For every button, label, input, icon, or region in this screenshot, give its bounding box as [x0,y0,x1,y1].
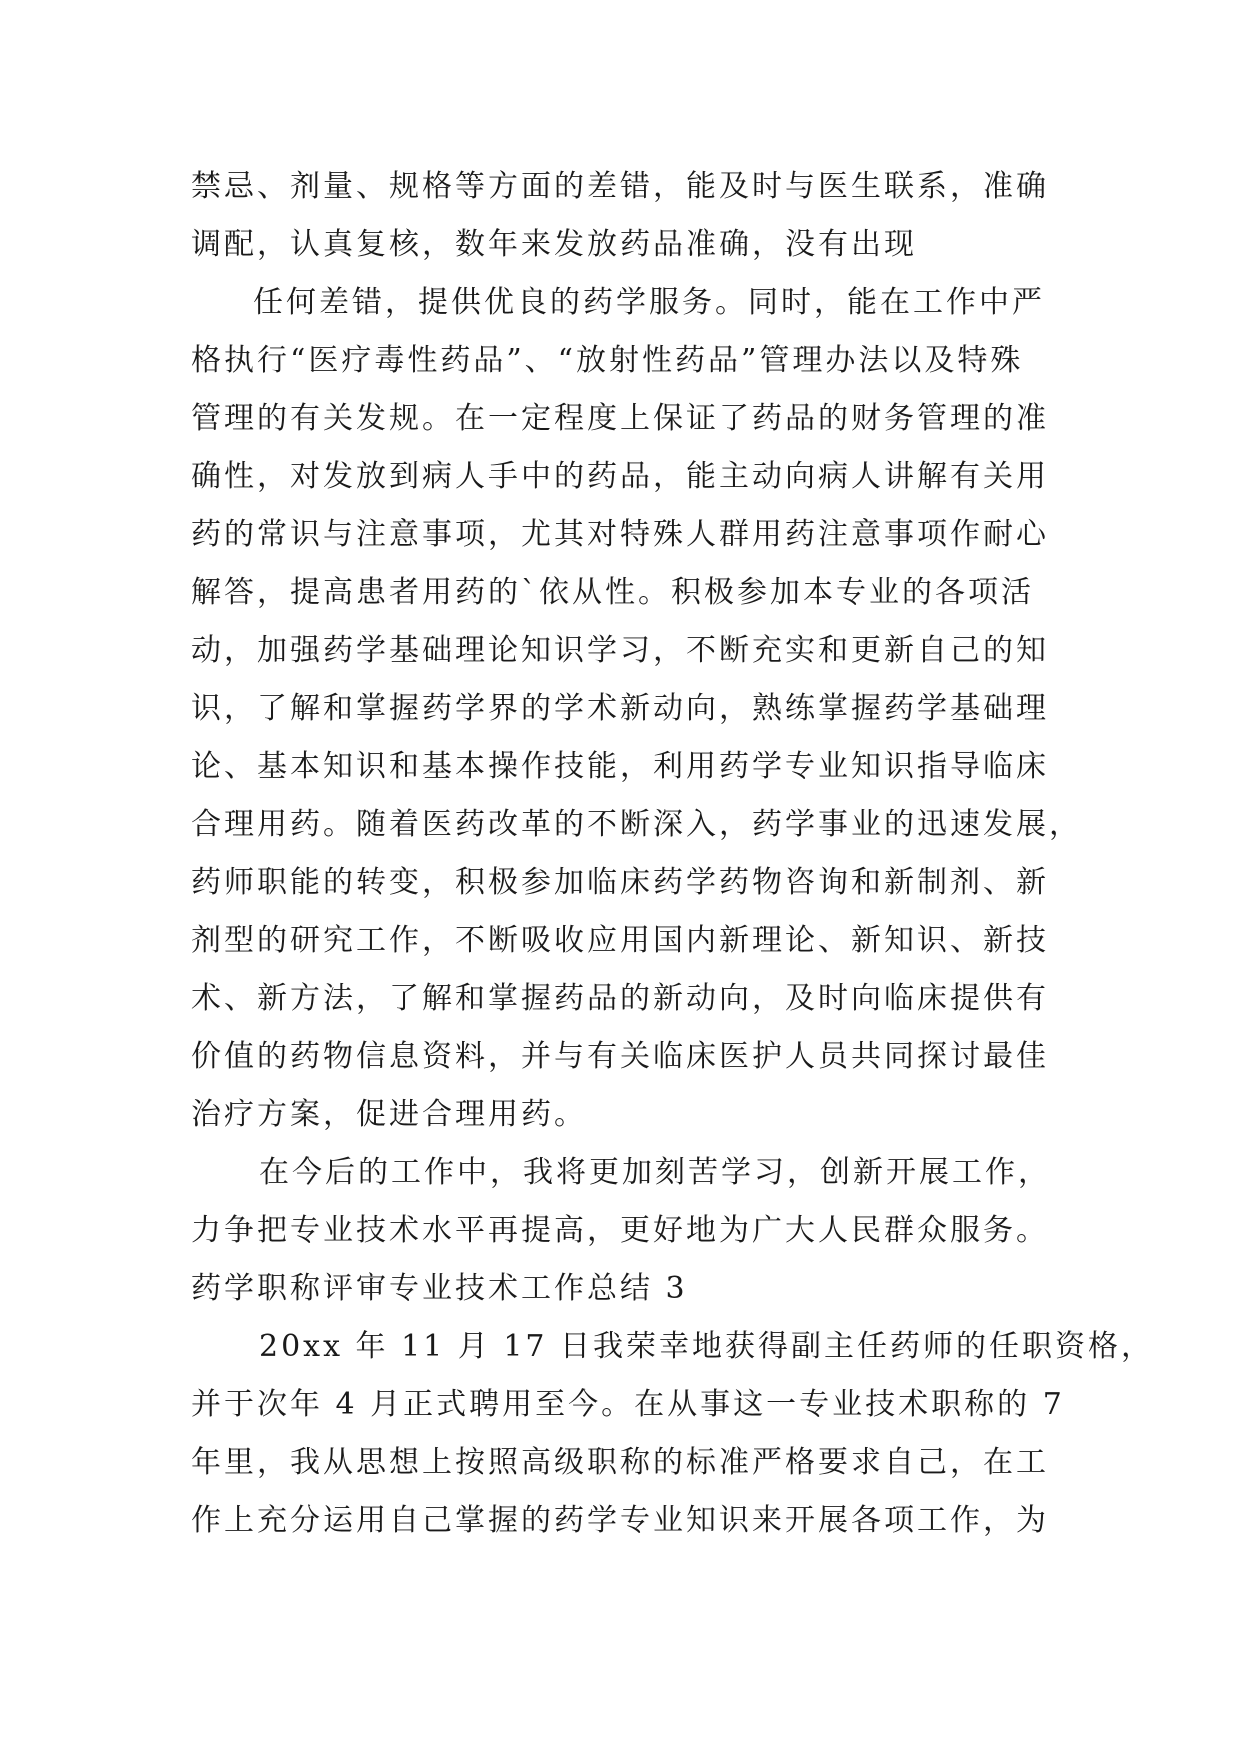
text-line: 在今后的工作中，我将更加刻苦学习，创新开展工作， [259,1155,1051,1190]
text-line: 动，加强药学基础理论知识学习，不断充实和更新自己的知 [191,633,1049,668]
text-line: 合理用药。随着医药改革的不断深入，药学事业的迅速发展， [191,807,1082,842]
text-line: 药师职能的转变，积极参加临床药学药物咨询和新制剂、新 [191,865,1049,900]
text-line: 禁忌、剂量、规格等方面的差错，能及时与医生联系，准确 [191,169,1049,204]
text-line: 格执行“医疗毒性药品”、“放射性药品”管理办法以及特殊 [191,343,1024,378]
text-line: 解答，提高患者用药的`依从性。积极参加本专业的各项活 [191,575,1034,610]
text-line: 20xx 年 11 月 17 日我荣幸地获得副主任药师的任职资格， [259,1329,1155,1364]
text-line: 并于次年 4 月正式聘用至今。在从事这一专业技术职称的 7 [191,1387,1065,1422]
text-line: 治疗方案，促进合理用药。 [191,1097,587,1132]
text-line: 价值的药物信息资料，并与有关临床医护人员共同探讨最佳 [191,1039,1049,1074]
text-line: 任何差错，提供优良的药学服务。同时，能在工作中严 [253,285,1045,320]
text-line: 作上充分运用自己掌握的药学专业知识来开展各项工作，为 [191,1503,1049,1538]
text-line: 药的常识与注意事项，尤其对特殊人群用药注意事项作耐心 [191,517,1049,552]
text-line: 确性，对发放到病人手中的药品，能主动向病人讲解有关用 [191,459,1049,494]
text-line: 识，了解和掌握药学界的学术新动向，熟练掌握药学基础理 [191,691,1049,726]
text-line: 力争把专业技术水平再提高，更好地为广大人民群众服务。 [191,1213,1049,1248]
text-line: 调配，认真复核，数年来发放药品准确，没有出现 [191,227,917,262]
text-line: 剂型的研究工作，不断吸收应用国内新理论、新知识、新技 [191,923,1049,958]
text-line: 年里，我从思想上按照高级职称的标准严格要求自己，在工 [191,1445,1049,1480]
text-line: 论、基本知识和基本操作技能，利用药学专业知识指导临床 [191,749,1049,784]
body-text [191,158,1155,1550]
text-line: 术、新方法，了解和掌握药品的新动向，及时向临床提供有 [191,981,1049,1016]
section-heading: 药学职称评审专业技术工作总结 3 [191,1271,688,1306]
text-line: 管理的有关发规。在一定程度上保证了药品的财务管理的准 [191,401,1049,436]
